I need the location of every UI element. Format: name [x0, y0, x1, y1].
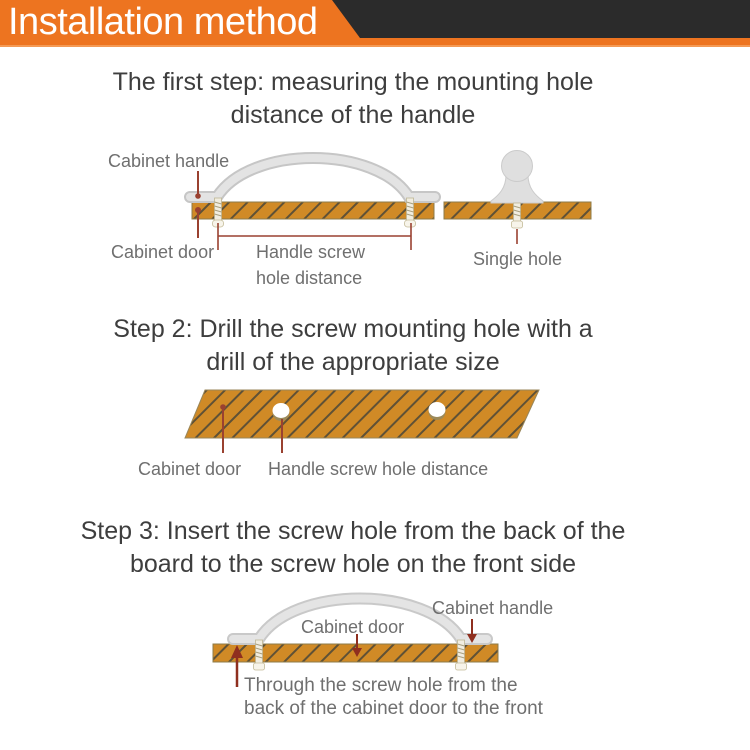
drilled-hole	[273, 403, 290, 421]
label-cabinet-door: Cabinet door	[111, 242, 215, 262]
screw-icon	[456, 640, 467, 670]
label-through-screw-hole	[244, 674, 543, 720]
label-cabinet-door: Cabinet door	[138, 459, 242, 479]
label-line: Through the screw hole from the	[244, 675, 518, 696]
screw-icon	[213, 198, 224, 227]
drilled-hole	[429, 402, 446, 420]
label-line: Handle screw	[256, 242, 366, 262]
step1-heading-line2: distance of the handle	[230, 101, 476, 129]
label-cabinet-handle: Cabinet handle	[108, 151, 230, 171]
step2-heading-line2: drill of the appropriate size	[206, 348, 500, 376]
label-cabinet-handle: Cabinet handle	[432, 598, 554, 618]
label-line: back of the cabinet door to the front	[244, 698, 543, 719]
label-handle-screw-hole-distance: Handle screw hole distance	[268, 459, 489, 479]
screw-icon	[405, 198, 416, 227]
step1-heading-line1: The first step: measuring the mounting hole	[112, 68, 594, 96]
step2-heading-line1: Step 2: Drill the screw mounting hole with a	[113, 315, 593, 343]
page-title: Installation method	[8, 1, 318, 43]
label-single-hole: Single hole	[473, 249, 563, 269]
cabinet-door-board	[192, 202, 434, 219]
label-handle-screw-hole-distance	[256, 239, 365, 291]
cabinet-door-board	[185, 390, 539, 438]
label-line: hole distance	[256, 268, 363, 288]
step3-heading-line2: board to the screw hole on the front side	[129, 550, 577, 578]
screw-icon	[512, 203, 523, 228]
step1-diagram	[190, 151, 591, 251]
step3-heading-line1: Step 3: Insert the screw hole from the back of the	[80, 517, 626, 545]
step2-diagram	[185, 390, 539, 453]
screw-icon	[254, 640, 265, 670]
single-hole-knob	[491, 151, 543, 204]
label-cabinet-door: Cabinet door	[301, 617, 405, 637]
